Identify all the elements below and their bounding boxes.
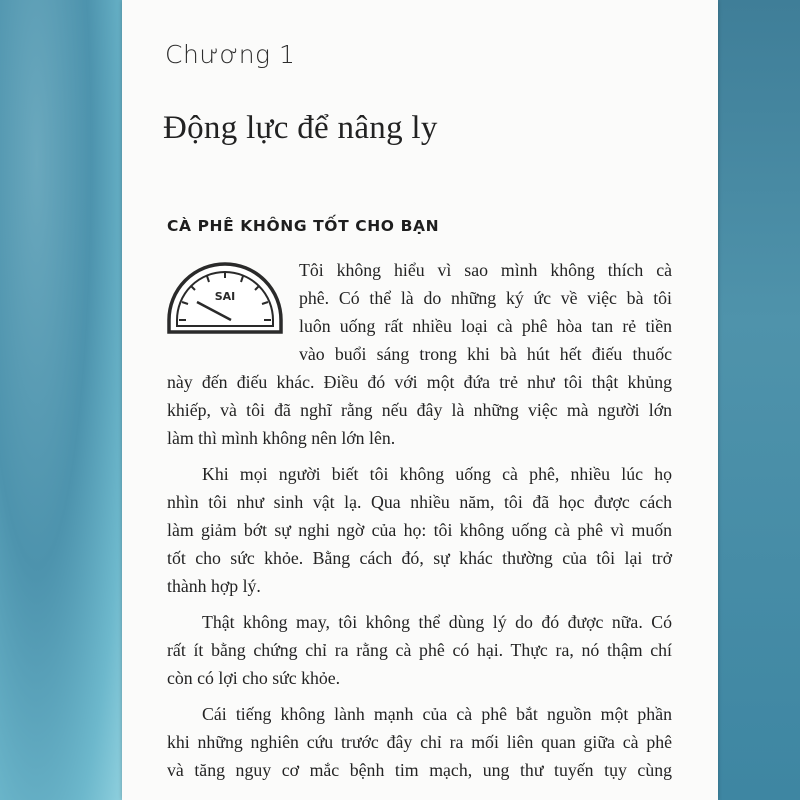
paragraph-1 bbox=[167, 256, 672, 452]
chapter-label: Chương 1 bbox=[165, 40, 296, 69]
text-line: luôn uống rất nhiều loại cà phê hòa tan rẻ tiền bbox=[299, 316, 672, 336]
text-line: này đến điếu khác. Điều đó với một đứa trẻ như tôi thật khủng bbox=[167, 372, 672, 392]
book-page bbox=[122, 0, 718, 800]
background-left bbox=[0, 0, 122, 800]
chapter-title: Động lực để nâng ly bbox=[163, 110, 438, 146]
text-line: phê. Có thể là do những ký ức về việc bà tôi bbox=[299, 288, 672, 308]
body-text bbox=[167, 256, 672, 792]
text-line: Cái tiếng không lành mạnh của cà phê bắt nguồn một phần bbox=[202, 704, 672, 724]
gauge-label: SAI bbox=[214, 290, 236, 303]
text-line: khiếp, và tôi đã nghĩ rằng nếu đây là những việc mà người lớn bbox=[167, 400, 672, 420]
text-line: tốt cho sức khỏe. Bằng cách đó, sự khác thường của tôi lại trở bbox=[167, 548, 672, 568]
text-line: và tăng nguy cơ mắc bệnh tim mạch, ung thư tuyến tụy cùng bbox=[167, 760, 672, 780]
text-line: thành hợp lý. bbox=[167, 576, 261, 596]
background-right bbox=[718, 0, 800, 800]
paragraph-2 bbox=[167, 460, 672, 600]
text-line: vào buổi sáng trong khi bà hút hết điếu thuốc bbox=[299, 344, 672, 364]
section-heading: CÀ PHÊ KHÔNG TỐT CHO BẠN bbox=[167, 217, 440, 235]
text-line: làm giảm bớt sự nghi ngờ của họ: tôi không uống cà phê vì muốn bbox=[167, 520, 672, 540]
text-line: làm thì mình không nên lớn lên. bbox=[167, 428, 396, 448]
text-line: khi những nghiên cứu trước đây chỉ ra mối liên quan giữa cà phê bbox=[167, 732, 672, 752]
text-line: còn có lợi cho sức khỏe. bbox=[167, 668, 341, 688]
text-line: Khi mọi người biết tôi không uống cà phê, nhiều lúc họ bbox=[202, 464, 672, 484]
paragraph-3 bbox=[167, 608, 672, 692]
text-line: Tôi không hiểu vì sao mình không thích cà bbox=[299, 260, 672, 280]
paragraph-4 bbox=[167, 700, 672, 784]
text-line: nhìn tôi như sinh vật lạ. Qua nhiều năm, tôi đã học được cách bbox=[167, 492, 672, 512]
text-line: Thật không may, tôi không thể dùng lý do đó được nữa. Có bbox=[202, 612, 672, 632]
text-line: rất ít bằng chứng chỉ ra rằng cà phê có hại. Thực ra, nó thậm chí bbox=[167, 640, 672, 660]
